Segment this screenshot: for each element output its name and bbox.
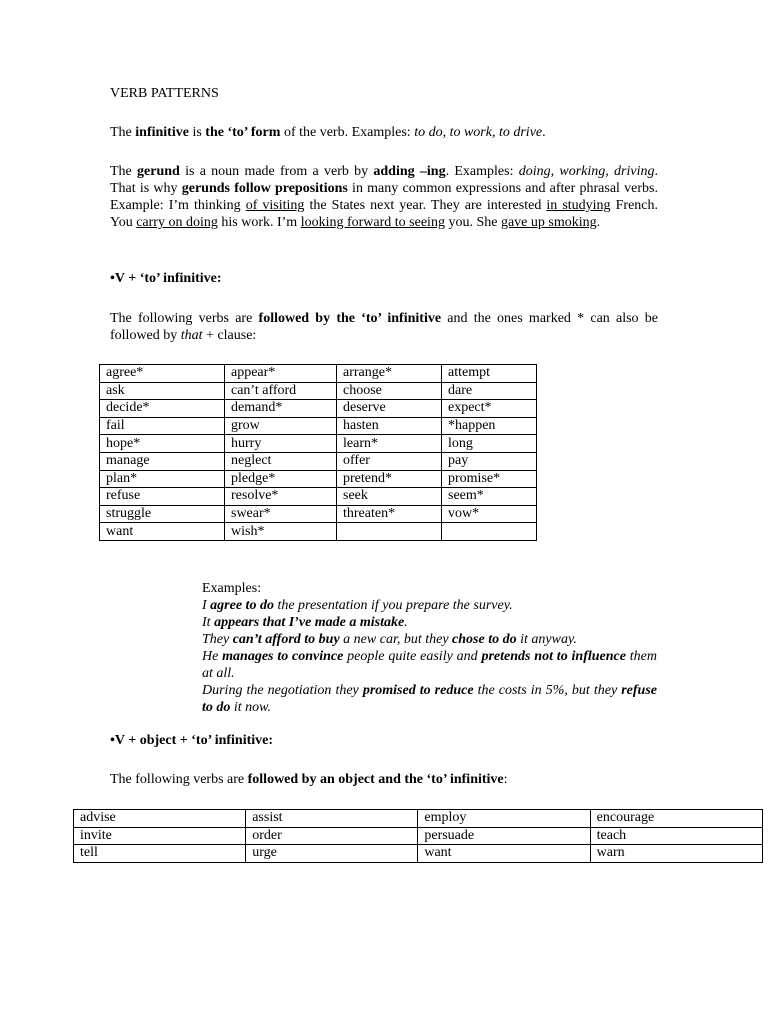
table-row — [100, 452, 537, 470]
table-row — [100, 470, 537, 488]
infinitive-definition: The infinitive is the ‘to’ form of the verb. Examples: to do, to work, to drive. — [110, 125, 546, 140]
page-title: VERB PATTERNS — [110, 86, 219, 101]
table-row — [100, 488, 537, 506]
table-row — [74, 810, 763, 828]
table-row — [100, 382, 537, 400]
table-cell: promise* — [442, 470, 537, 488]
to-infinitive-verbs-table — [99, 364, 537, 541]
table-cell: manage — [100, 452, 225, 470]
table-cell: resolve* — [225, 488, 337, 506]
table-cell: decide* — [100, 400, 225, 418]
table-cell: deserve — [337, 400, 442, 418]
table-cell: refuse — [100, 488, 225, 506]
table-cell: tell — [74, 845, 246, 863]
table-cell: want — [100, 523, 225, 541]
table-row — [74, 845, 763, 863]
table-cell: hasten — [337, 417, 442, 435]
table-row — [100, 435, 537, 453]
table-cell: appear* — [225, 365, 337, 383]
table-row — [100, 417, 537, 435]
table-cell: long — [442, 435, 537, 453]
table-cell: invite — [74, 827, 246, 845]
gerund-definition: The gerund is a noun made from a verb by adding –ing. Examples: doing, working, driving. That is why gerunds follow prepositions in many common expressions and after phrasal verbs. Example: I’m thinking of visiting the States next year. They are interested in studying French. You carry on doing his work. I’m looking forward to seeing you. She gave up smoking. — [110, 164, 658, 230]
table-row — [100, 505, 537, 523]
section1-intro: The following verbs are followed by the ‘to’ infinitive and the ones marked * can also be followed by that + clause: — [110, 311, 658, 343]
table-cell: pledge* — [225, 470, 337, 488]
table-cell — [442, 523, 537, 541]
table-cell: teach — [590, 827, 762, 845]
table-cell: demand* — [225, 400, 337, 418]
section1-heading: •V + ‘to’ infinitive: — [110, 271, 222, 286]
examples-block — [202, 580, 657, 716]
example-sentence: During the negotiation they promised to reduce the costs in 5%, but they refuse to do it now. — [202, 683, 657, 715]
table-row — [100, 365, 537, 383]
table-cell: choose — [337, 382, 442, 400]
table-cell: want — [418, 845, 590, 863]
table-row — [74, 827, 763, 845]
table-cell: swear* — [225, 505, 337, 523]
example-sentence: I agree to do the presentation if you prepare the survey. — [202, 598, 513, 613]
table-cell: dare — [442, 382, 537, 400]
example-sentence: They can’t afford to buy a new car, but they chose to do it anyway. — [202, 632, 577, 647]
table-cell: vow* — [442, 505, 537, 523]
table-cell: learn* — [337, 435, 442, 453]
table-cell: neglect — [225, 452, 337, 470]
table-cell: agree* — [100, 365, 225, 383]
section2-heading: •V + object + ‘to’ infinitive: — [110, 733, 274, 748]
table-cell: encourage — [590, 810, 762, 828]
table-cell: pay — [442, 452, 537, 470]
table-cell: pretend* — [337, 470, 442, 488]
table-cell: urge — [246, 845, 418, 863]
example-sentence: It appears that I’ve made a mistake. — [202, 615, 408, 630]
table-cell: fail — [100, 417, 225, 435]
table-cell: seek — [337, 488, 442, 506]
table-row — [100, 400, 537, 418]
table-row — [100, 523, 537, 541]
object-to-infinitive-verbs-table — [73, 809, 763, 863]
table-cell: expect* — [442, 400, 537, 418]
table-cell: plan* — [100, 470, 225, 488]
table-cell: can’t afford — [225, 382, 337, 400]
example-sentence: He manages to convince people quite easily and pretends not to influence them at all. — [202, 649, 658, 681]
table-cell: wish* — [225, 523, 337, 541]
table-cell: offer — [337, 452, 442, 470]
table-cell: persuade — [418, 827, 590, 845]
table-cell: struggle — [100, 505, 225, 523]
table-cell: arrange* — [337, 365, 442, 383]
examples-label: Examples: — [202, 581, 262, 596]
table-cell: ask — [100, 382, 225, 400]
table-cell: seem* — [442, 488, 537, 506]
table-cell: employ — [418, 810, 590, 828]
table-cell: *happen — [442, 417, 537, 435]
table-cell — [337, 523, 442, 541]
table-cell: hope* — [100, 435, 225, 453]
table-cell: advise — [74, 810, 246, 828]
table-cell: order — [246, 827, 418, 845]
table-cell: assist — [246, 810, 418, 828]
table-cell: warn — [590, 845, 762, 863]
section2-intro: The following verbs are followed by an object and the ‘to’ infinitive: — [110, 772, 508, 787]
table-cell: threaten* — [337, 505, 442, 523]
table-cell: grow — [225, 417, 337, 435]
table-cell: attempt — [442, 365, 537, 383]
table-cell: hurry — [225, 435, 337, 453]
